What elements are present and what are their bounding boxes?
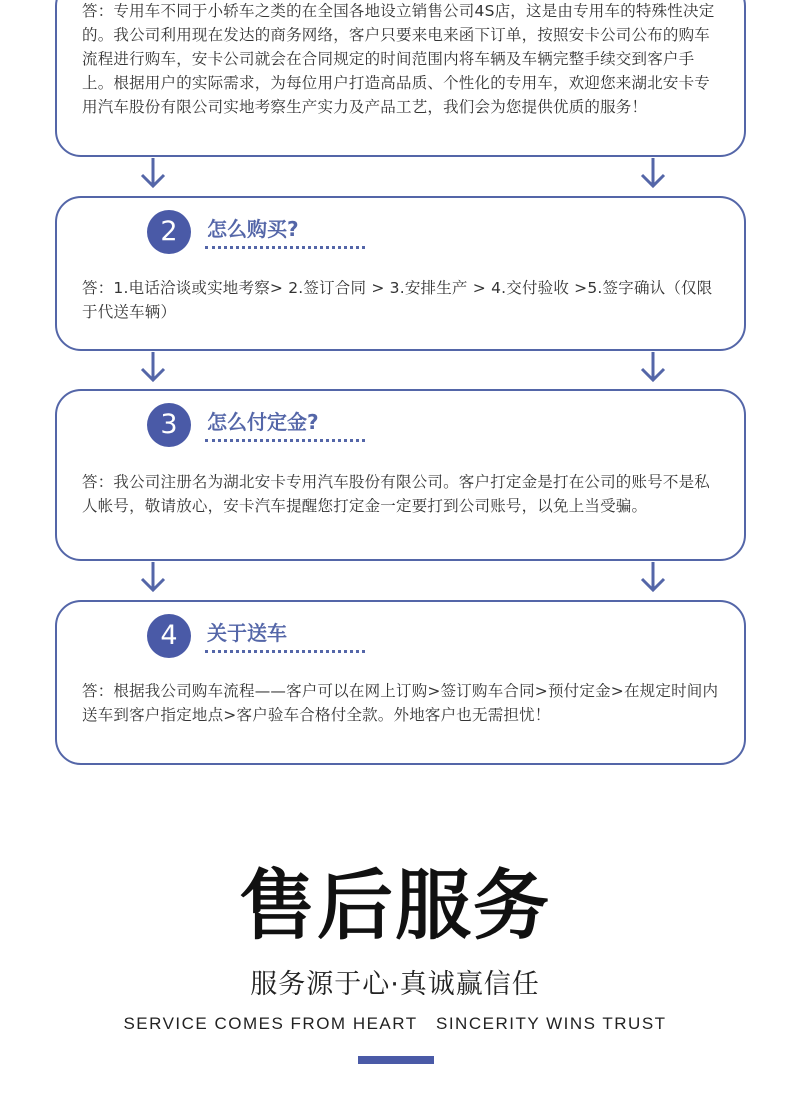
down-arrow-icon <box>139 560 167 594</box>
after-sales-subtitle: 服务源于心·真诚赢信任 <box>250 969 540 1000</box>
down-arrow-icon <box>639 560 667 594</box>
faq-question-2: 怎么购买? <box>207 217 299 241</box>
step-number-badge: 4 <box>147 614 191 658</box>
faq-question-4: 关于送车 <box>207 621 287 645</box>
after-sales-english-slogan: SERVICE COMES FROM HEART SINCERITY WINS TRUST <box>123 1014 667 1033</box>
after-sales-title: 售后服务 <box>239 861 551 950</box>
faq-question-3: 怎么付定金? <box>207 410 319 434</box>
down-arrow-icon <box>639 156 667 190</box>
faq-card-3 <box>55 389 746 561</box>
faq-answer-1: 答：专用车不同于小轿车之类的在全国各地设立销售公司4S店，这是由专用车的特殊性决定的。我公司利用现在发达的商务网络，客户只要来电来函下订单，按照安卡公司公布的购车流程进行购车，安卡公司就会在合同规定的时间范围内将车辆及车辆完整手续交到客户手上。根据用户的实际需求，为每位用户打造高品质、个性化的专用车，欢迎您来湖北安卡专用汽车股份有限公司实地考察生产实力及产品工艺，我们会为您提供优质的服务！ <box>82 2 715 116</box>
faq-answer-2: 答：1.电话洽谈或实地考察> 2.签订合同 > 3.安排生产 > 4.交付验收 >5.签字确认（仅限于代送车辆） <box>82 279 713 321</box>
down-arrow-icon <box>639 350 667 384</box>
dotted-divider <box>205 246 365 249</box>
faq-answer-3: 答：我公司注册名为湖北安卡专用汽车股份有限公司。客户打定金是打在公司的账号不是私人帐号，敬请放心，安卡汽车提醒您打定金一定要打到公司账号，以免上当受骗。 <box>82 473 711 515</box>
faq-card-4 <box>55 600 746 765</box>
faq-answer-4: 答：根据我公司购车流程——客户可以在网上订购>签订购车合同>预付定金>在规定时间内送车到客户指定地点>客户验车合格付全款。外地客户也无需担忧！ <box>82 682 719 724</box>
dotted-divider <box>205 439 365 442</box>
down-arrow-icon <box>139 350 167 384</box>
dotted-divider <box>205 650 365 653</box>
faq-card-1 <box>55 0 746 157</box>
faq-card-2 <box>55 196 746 351</box>
section-accent-bar <box>358 1056 434 1064</box>
step-number-badge: 3 <box>147 403 191 447</box>
down-arrow-icon <box>139 156 167 190</box>
step-number-badge: 2 <box>147 210 191 254</box>
